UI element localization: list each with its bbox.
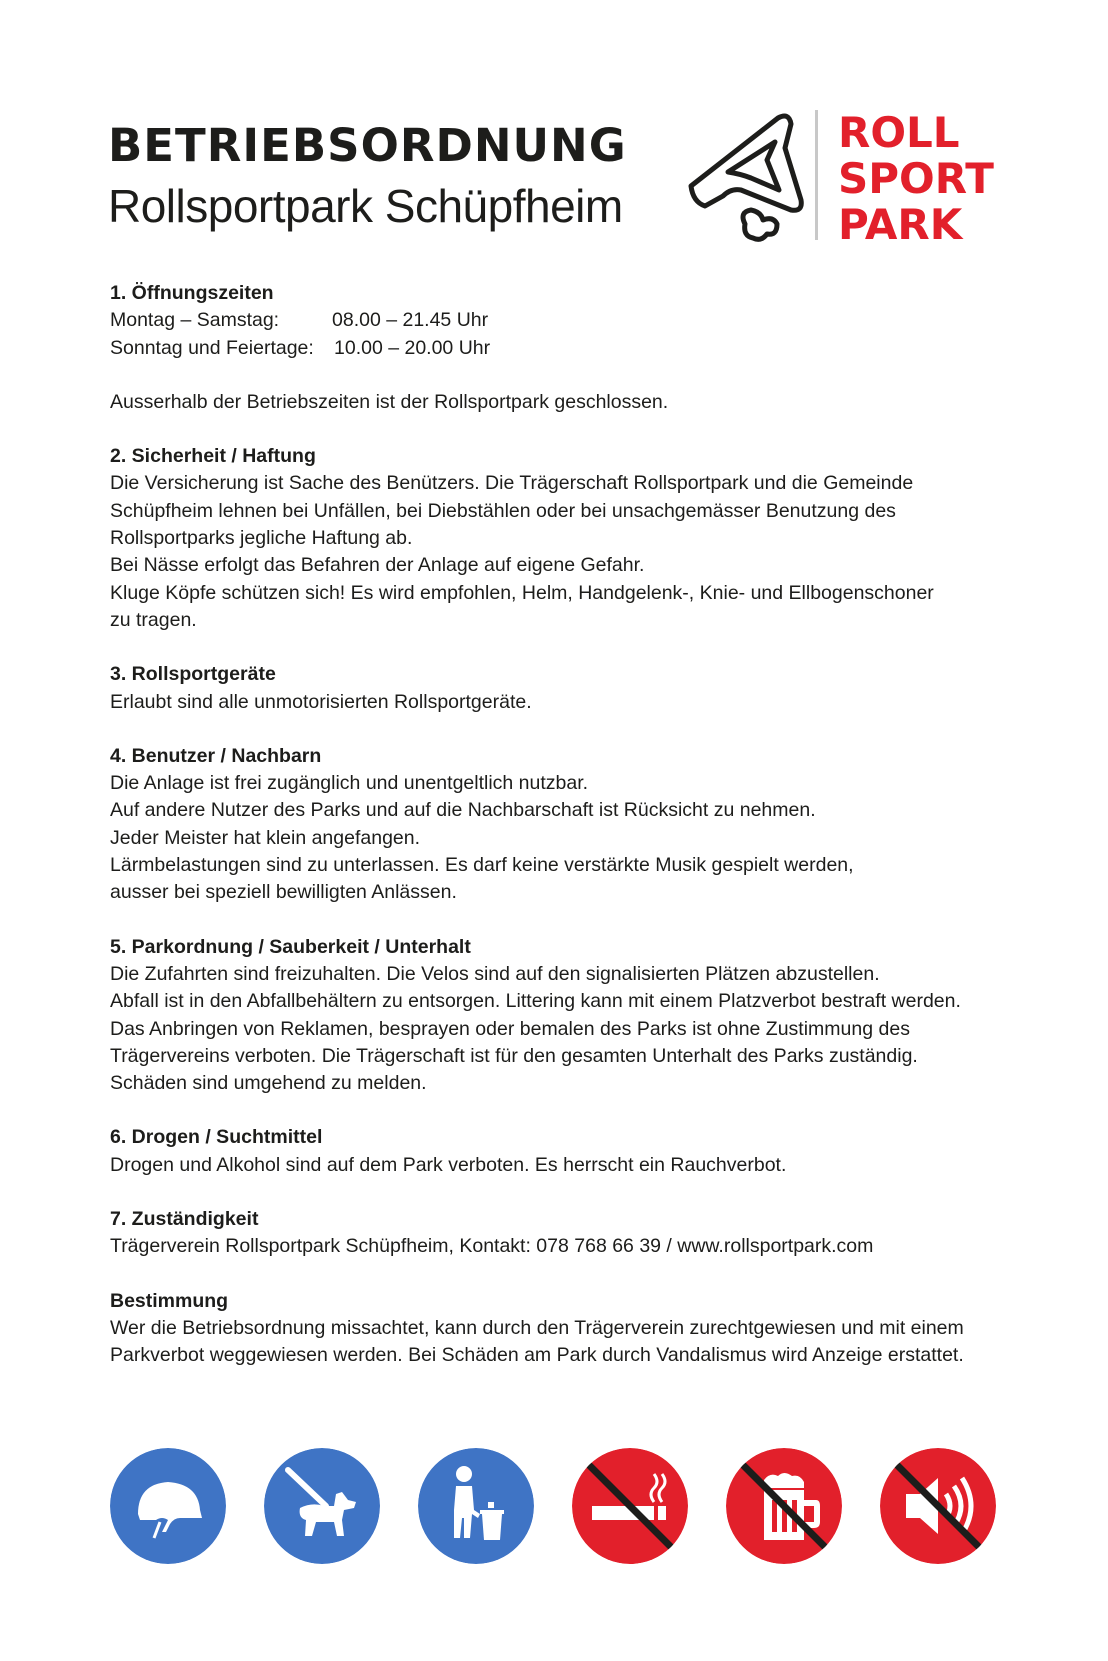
- hours-row: [110, 307, 990, 334]
- logo-line-roll: ROLL: [838, 108, 960, 157]
- section-text: Wer die Betriebsordnung missachtet, kann durch den Trägerverein zurechtgewiesen und mit einem Parkverbot weggewiesen werden. Bei Schäden am Park durch Vandalismus wird Anzeige erstattet.: [110, 1316, 964, 1367]
- section-drugs: [110, 1124, 990, 1179]
- section-text: Trägerverein Rollsportpark Schüpfheim, Kontakt: 078 768 66 39 / www.rollsportpark.com: [110, 1235, 874, 1258]
- helmet-icon: [110, 1448, 226, 1564]
- section-heading: 6. Drogen / Suchtmittel: [110, 1126, 323, 1149]
- logo-line-sport: SPORT: [838, 154, 994, 203]
- hours-row: [110, 335, 990, 362]
- section-text: Erlaubt sind alle unmotorisierten Rollsportgeräte.: [110, 690, 532, 713]
- section-heading: Bestimmung: [110, 1289, 229, 1312]
- logo-line-park: PARK: [838, 200, 963, 249]
- hours-time: 10.00 – 20.00 Uhr: [334, 336, 491, 359]
- rules-content: [110, 280, 990, 1397]
- no-alcohol-icon: [726, 1448, 842, 1564]
- section-text: Die Zufahrten sind freizuhalten. Die Velos sind auf den signalisierten Plätzen abzustellen. Abfall ist in den Abfallbehältern zu entsorgen. Littering kann mit einem Platzverbot bestraft werden. Das Anbringen von Reklamen, besprayen oder bemalen des Parks ist ohne Zustimmung des Trägervereins verboten. Die Trägerschaft ist für den gesamten Unterhalt des Parks zuständig. Schäden sind umgehend zu melden.: [110, 962, 961, 1095]
- section-heading: 2. Sicherheit / Haftung: [110, 445, 316, 468]
- dog-on-leash-icon: [264, 1448, 380, 1564]
- section-hours-note: [110, 389, 990, 416]
- litter-bin-icon: [418, 1448, 534, 1564]
- no-loud-music-icon: [880, 1448, 996, 1564]
- logo-divider: [815, 110, 818, 240]
- no-smoking-icon: [572, 1448, 688, 1564]
- section-users: [110, 743, 990, 907]
- section-heading: 7. Zuständigkeit: [110, 1208, 259, 1231]
- hours-day: Montag – Samstag:: [110, 309, 280, 332]
- header: [108, 108, 1008, 258]
- page-title: BETRIEBSORDNUNG: [108, 119, 627, 172]
- section-text: Die Anlage ist frei zugänglich und unentgeltlich nutzbar. Auf andere Nutzer des Parks und auf die Nachbarschaft ist Rücksicht zu nehmen. Jeder Meister hat klein angefangen. Lärmbelastungen sind zu unterlassen. Es darf keine verstärkte Musik gespielt werden, ausser bei speziell bewilligten Anlässen.: [110, 772, 854, 904]
- section-devices: [110, 661, 990, 716]
- section-safety: [110, 443, 990, 634]
- rollsportpark-logo-icon: [683, 108, 813, 248]
- section-text: Die Versicherung ist Sache des Benützers. Die Trägerschaft Rollsportpark und die Gemeinde Schüpfheim lehnen bei Unfällen, bei Diebstählen oder bei unsachgemässer Benutzung des Rollsportparks jegliche Haftung ab. Bei Nässe erfolgt das Befahren der Anlage auf eigene Gefahr. Kluge Köpfe schützen sich! Es wird empfohlen, Helm, Handgelenk-, Knie- und Ellbogenschoner zu tragen.: [110, 472, 934, 631]
- section-text: Ausserhalb der Betriebszeiten ist der Rollsportpark geschlossen.: [110, 390, 669, 413]
- section-text: Drogen und Alkohol sind auf dem Park verboten. Es herrscht ein Rauchverbot.: [110, 1153, 787, 1176]
- pictogram-row: [110, 1448, 996, 1566]
- hours-day: Sonntag und Feiertage:: [110, 336, 314, 359]
- section-heading: 3. Rollsportgeräte: [110, 663, 276, 686]
- section-hours: [110, 280, 990, 362]
- section-heading: 1. Öffnungszeiten: [110, 282, 274, 304]
- section-provision: [110, 1288, 990, 1370]
- hours-time: 08.00 – 21.45 Uhr: [332, 309, 489, 332]
- section-heading: 4. Benutzer / Nachbarn: [110, 744, 322, 767]
- page-subtitle: Rollsportpark Schüpfheim: [108, 180, 623, 232]
- section-heading: 5. Parkordnung / Sauberkeit / Unterhalt: [110, 935, 471, 958]
- section-order: [110, 934, 990, 1098]
- section-responsibility: [110, 1206, 990, 1261]
- logo-wordmark: [838, 110, 994, 248]
